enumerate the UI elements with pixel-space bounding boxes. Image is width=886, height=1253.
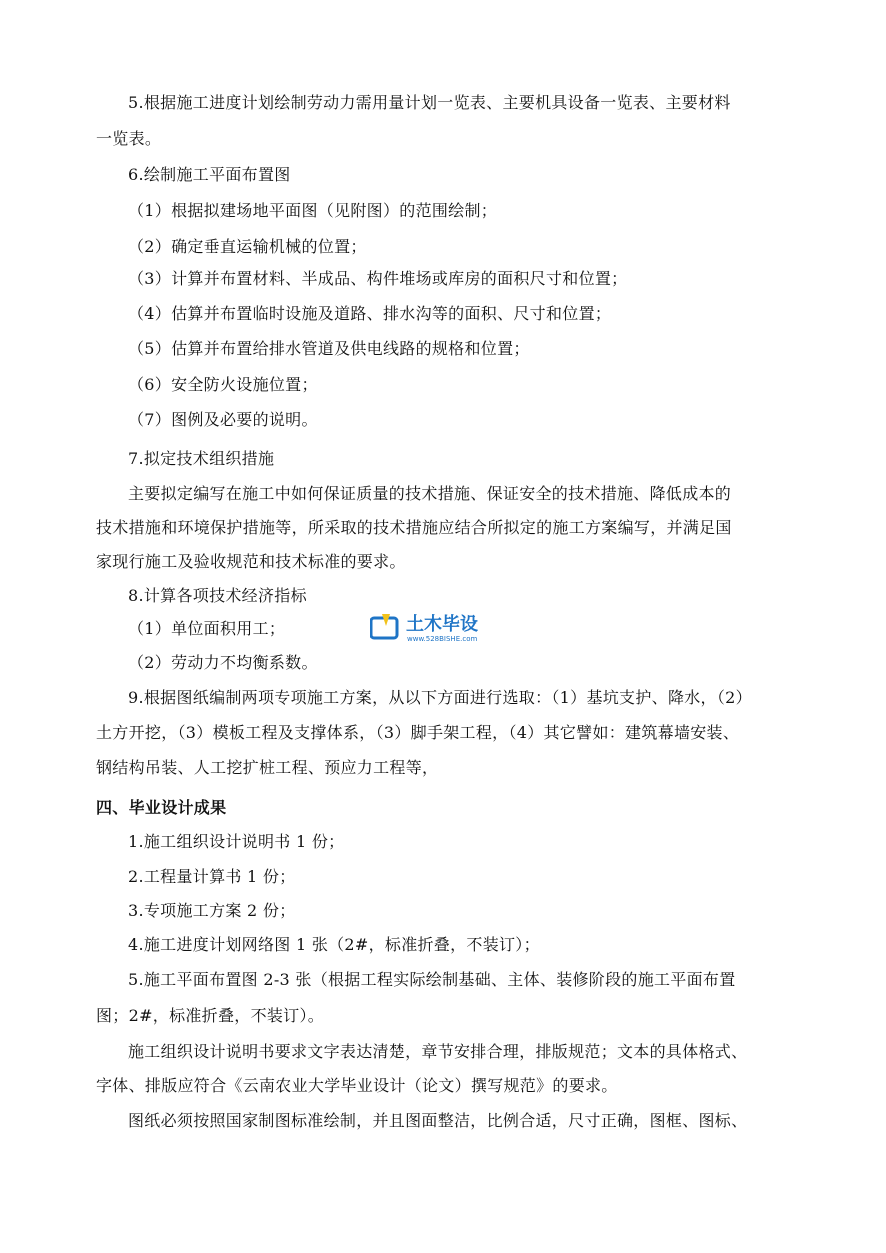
list-item: （2）劳动力不均衡系数。 xyxy=(128,653,318,672)
list-item: （6）安全防火设施位置； xyxy=(128,375,318,394)
list-item: （2）确定垂直运输机械的位置； xyxy=(128,237,367,256)
paragraph-line: 土方开挖，（3）模板工程及支撑体系，（3）脚手架工程，（4）其它譬如：建筑幕墙安装、 xyxy=(96,723,740,742)
paragraph-line: 钢结构吊装、人工挖扩桩工程、预应力工程等， xyxy=(96,758,439,777)
list-item: （5）估算并布置给排水管道及供电线路的规格和位置； xyxy=(128,339,530,358)
list-item: （4）估算并布置临时设施及道路、排水沟等的面积、尺寸和位置； xyxy=(128,304,612,323)
paragraph-line: 5.根据施工进度计划绘制劳动力需用量计划一览表、主要机具设备一览表、主要材料 xyxy=(128,93,731,112)
logo-url: www.528BISHE.com xyxy=(407,635,478,643)
paragraph-line: 施工组织设计说明书要求文字表达清楚，章节安排合理，排版规范；文本的具体格式、 xyxy=(128,1042,748,1061)
section-title: 7.拟定技术组织措施 xyxy=(128,449,275,468)
paragraph-line: 字体、排版应符合《云南农业大学毕业设计（论文）撰写规范》的要求。 xyxy=(96,1076,618,1095)
section-title: 8.计算各项技术经济指标 xyxy=(128,586,307,605)
paragraph-line: 图纸必须按照国家制图标准绘制，并且图面整洁，比例合适，尺寸正确，图框、图标、 xyxy=(128,1111,748,1130)
logo-title: 土木毕设 xyxy=(406,614,478,635)
list-item: 1.施工组织设计说明书 1 份； xyxy=(128,832,345,851)
paragraph-line: 技术措施和环境保护措施等，所采取的技术措施应结合所拟定的施工方案编写，并满足国 xyxy=(96,518,732,537)
section-title: 6.绘制施工平面布置图 xyxy=(128,165,291,184)
list-item: （3）计算并布置材料、半成品、构件堆场或库房的面积尺寸和位置； xyxy=(128,269,628,288)
logo-emblem-icon xyxy=(371,618,397,638)
paragraph-line: 家现行施工及验收规范和技术标准的要求。 xyxy=(96,552,406,571)
list-item: 2.工程量计算书 1 份； xyxy=(128,867,296,886)
list-item: （7）图例及必要的说明。 xyxy=(128,410,318,429)
list-item: 3.专项施工方案 2 份； xyxy=(128,901,296,920)
paragraph-line: 图；2#，标准折叠，不装订）。 xyxy=(96,1006,325,1025)
paragraph-line: 主要拟定编写在施工中如何保证质量的技术措施、保证安全的技术措施、降低成本的 xyxy=(128,484,732,503)
watermark-logo xyxy=(370,610,530,644)
paragraph-line: 一览表。 xyxy=(96,129,162,148)
list-item: 5.施工平面布置图 2-3 张（根据工程实际绘制基础、主体、装修阶段的施工平面布置 xyxy=(128,970,736,989)
paragraph-line: 9.根据图纸编制两项专项施工方案，从以下方面进行选取：（1）基坑支护、降水，（2） xyxy=(128,688,752,707)
list-item: 4.施工进度计划网络图 1 张（2#，标准折叠，不装订）； xyxy=(128,935,540,954)
logo-leaf-icon xyxy=(382,614,390,626)
list-item: （1）单位面积用工； xyxy=(128,619,286,638)
list-item: （1）根据拟建场地平面图（见附图）的范围绘制； xyxy=(128,201,498,220)
section-heading: 四、毕业设计成果 xyxy=(96,798,227,817)
